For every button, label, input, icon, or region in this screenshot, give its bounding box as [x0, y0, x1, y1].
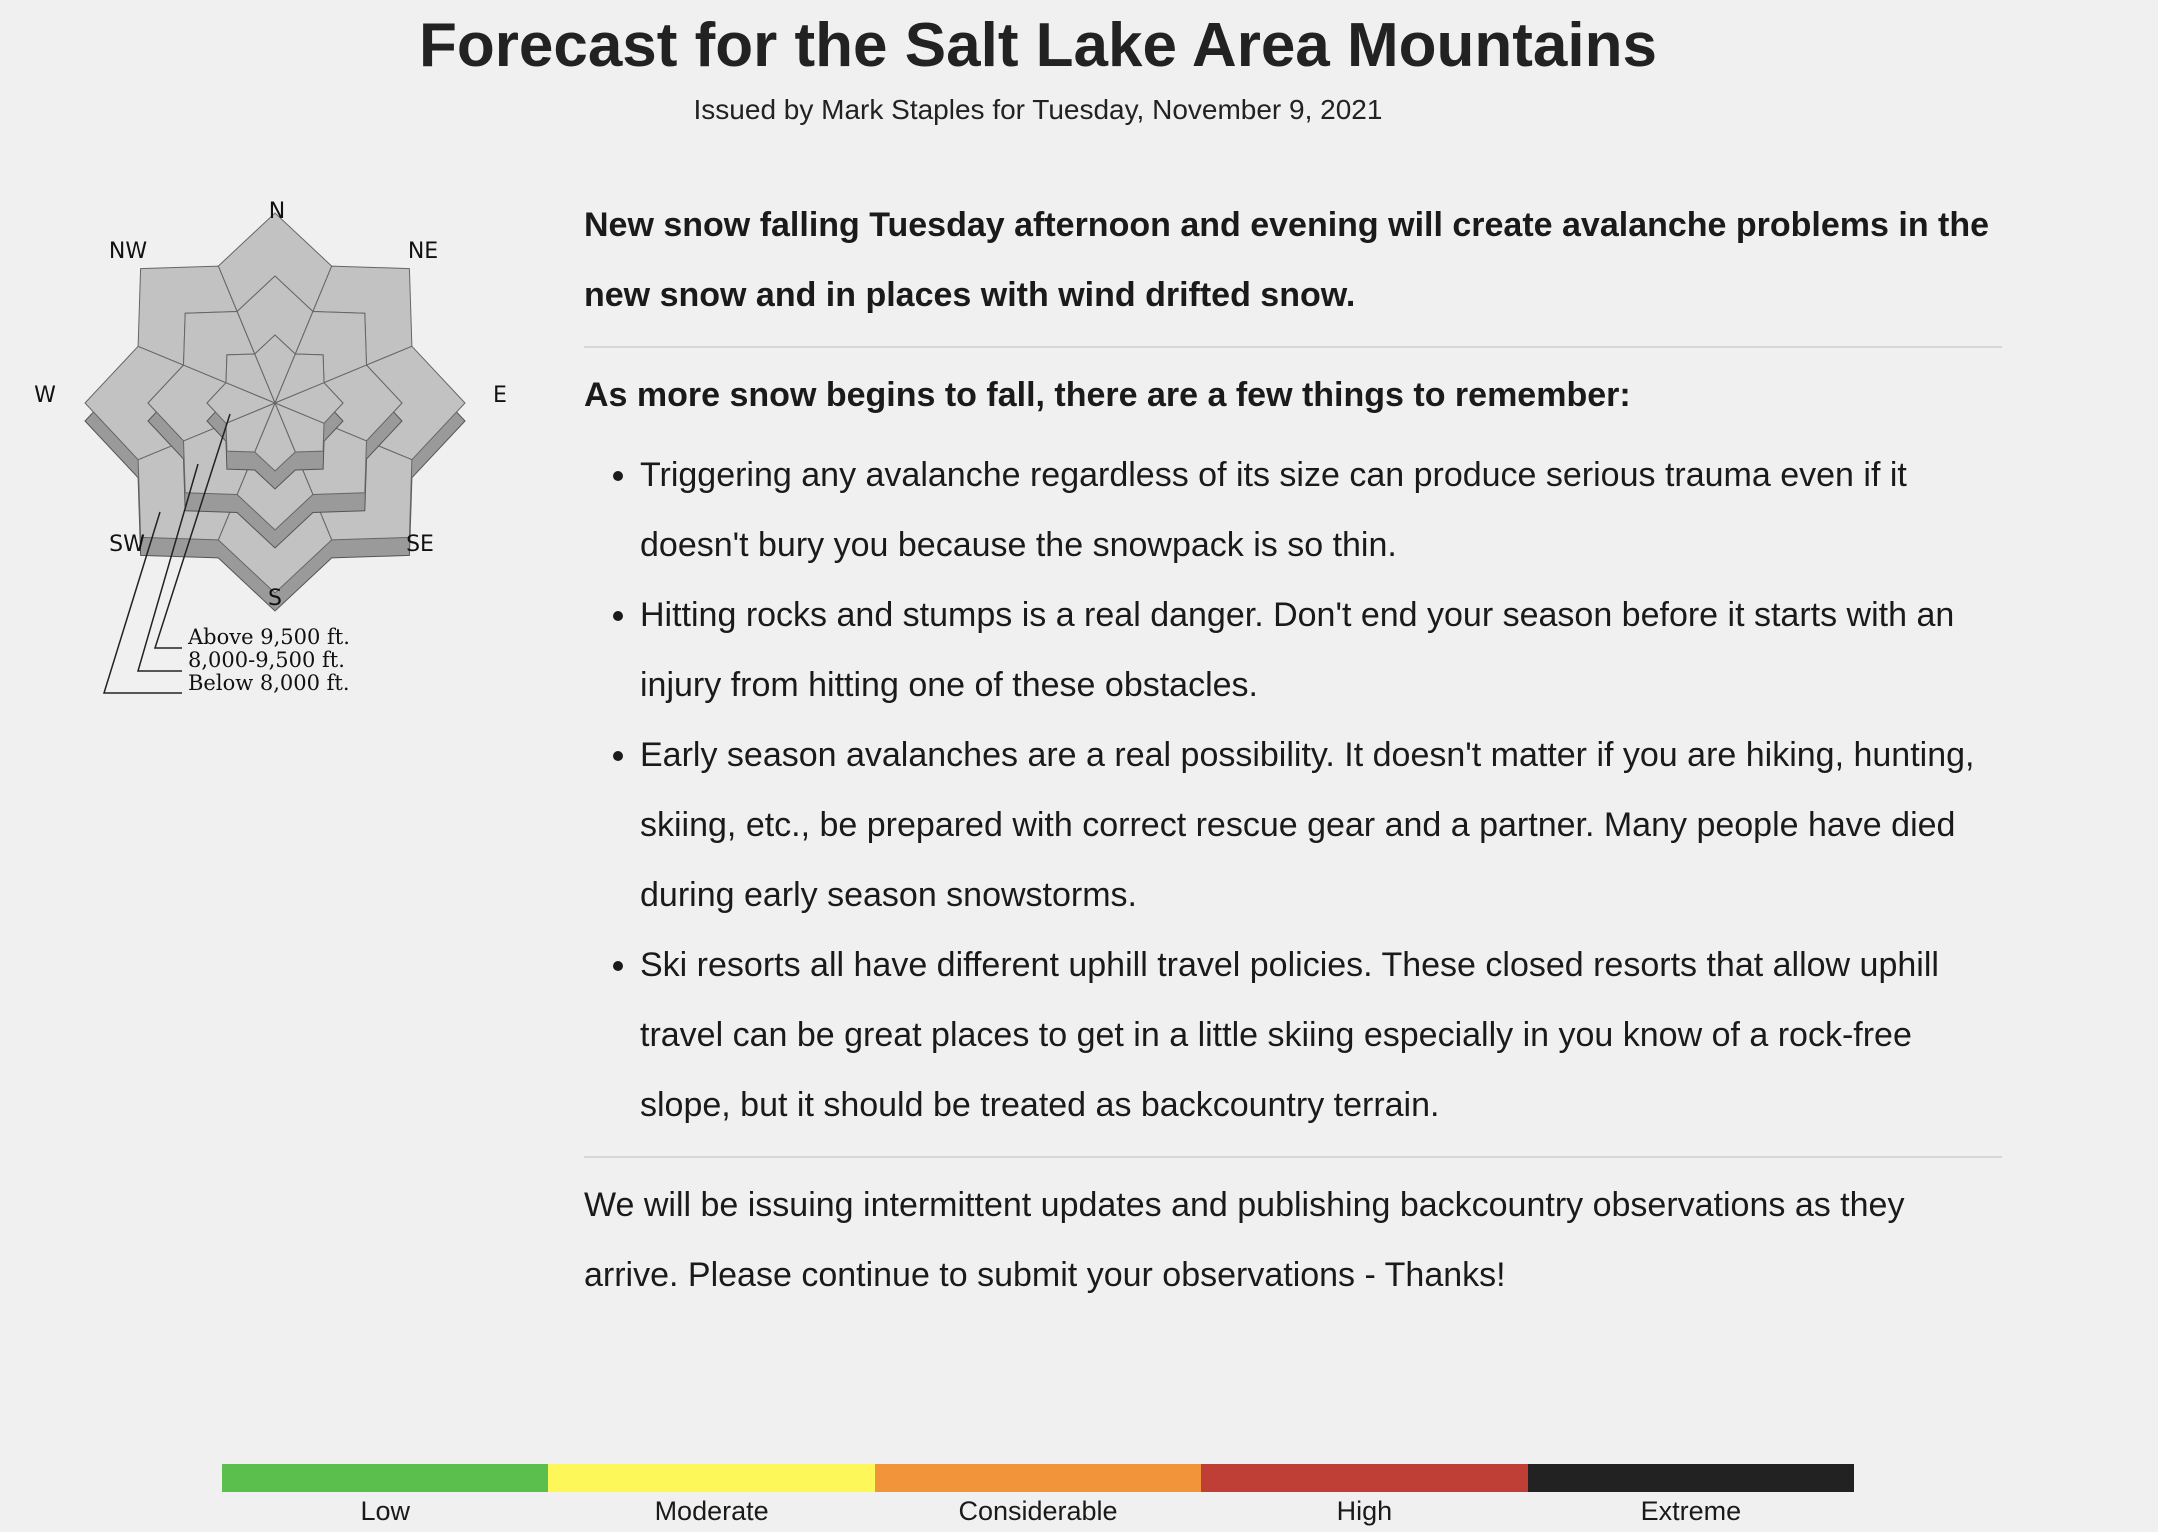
tip-item: • Hitting rocks and stumps is a real danger. Don't end your season before it starts with an injury from hitting one of these obstacles.	[640, 580, 2002, 720]
direction-label-sw: SW	[109, 532, 145, 557]
scale-label-high: High	[1336, 1496, 1393, 1526]
legend-label-mid: 8,000-9,500 ft.	[188, 648, 345, 672]
tip-item: • Ski resorts all have different uphill travel policies. These closed resorts that allow uphill travel can be great places to get in a little skiing especially in you know of a rock-free slope, but it should be treated as backcountry terrain.	[640, 930, 2002, 1140]
direction-label-ne: NE	[407, 239, 439, 264]
direction-label-se: SE	[406, 532, 434, 557]
danger-rose-graphic	[20, 190, 520, 710]
scale-swatch-high	[1201, 1464, 1527, 1492]
direction-label-nw: NW	[108, 239, 148, 264]
legend-label-upper: Above 9,500 ft.	[188, 625, 350, 649]
scale-level-extreme	[1528, 1464, 1854, 1527]
direction-label-e: E	[493, 383, 507, 408]
scale-level-moderate	[548, 1464, 874, 1527]
tip-item: • Triggering any avalanche regardless of its size can produce serious trauma even if it doesn't bury you because the snowpack is so thin.	[640, 440, 2002, 580]
scale-swatch-extreme	[1528, 1464, 1854, 1492]
danger-rose	[20, 190, 520, 710]
scale-swatch-moderate	[548, 1464, 874, 1492]
scale-label-considerable: Considerable	[958, 1496, 1118, 1526]
direction-label-s: S	[268, 586, 282, 611]
direction-label-n: N	[268, 199, 286, 224]
scale-level-low	[222, 1464, 548, 1527]
tips-list	[584, 440, 2002, 1158]
page-title: Forecast for the Salt Lake Area Mountains	[418, 11, 1657, 80]
scale-level-considerable	[875, 1464, 1201, 1527]
bottom-line: New snow falling Tuesday afternoon and evening will create avalanche problems in the new snow and in places with wind drifted snow.	[584, 190, 2002, 348]
scale-label-moderate: Moderate	[654, 1496, 769, 1526]
scale-label-extreme: Extreme	[1640, 1496, 1742, 1526]
direction-label-w: W	[34, 383, 56, 408]
forecast-issued-line: Issued by Mark Staples for Tuesday, November 9, 2021	[693, 94, 1383, 125]
scale-level-high	[1201, 1464, 1527, 1527]
scale-swatch-considerable	[875, 1464, 1201, 1492]
forecast-content	[584, 190, 2002, 1310]
discussion-heading: As more snow begins to fall, there are a few things to remember:	[584, 376, 1631, 414]
closing-note: We will be issuing intermittent updates and publishing backcountry observations as they arrive. Please continue to submit your observations - Thanks!	[584, 1186, 1905, 1294]
tip-item: • Early season avalanches are a real possibility. It doesn't matter if you are hiking, hunting, skiing, etc., be prepared with correct rescue gear and a partner. Many people have died during early season snowstorms.	[640, 720, 2002, 930]
danger-scale	[222, 1464, 1854, 1527]
legend-label-lower: Below 8,000 ft.	[188, 671, 350, 695]
scale-label-low: Low	[360, 1496, 410, 1526]
scale-swatch-low	[222, 1464, 548, 1492]
